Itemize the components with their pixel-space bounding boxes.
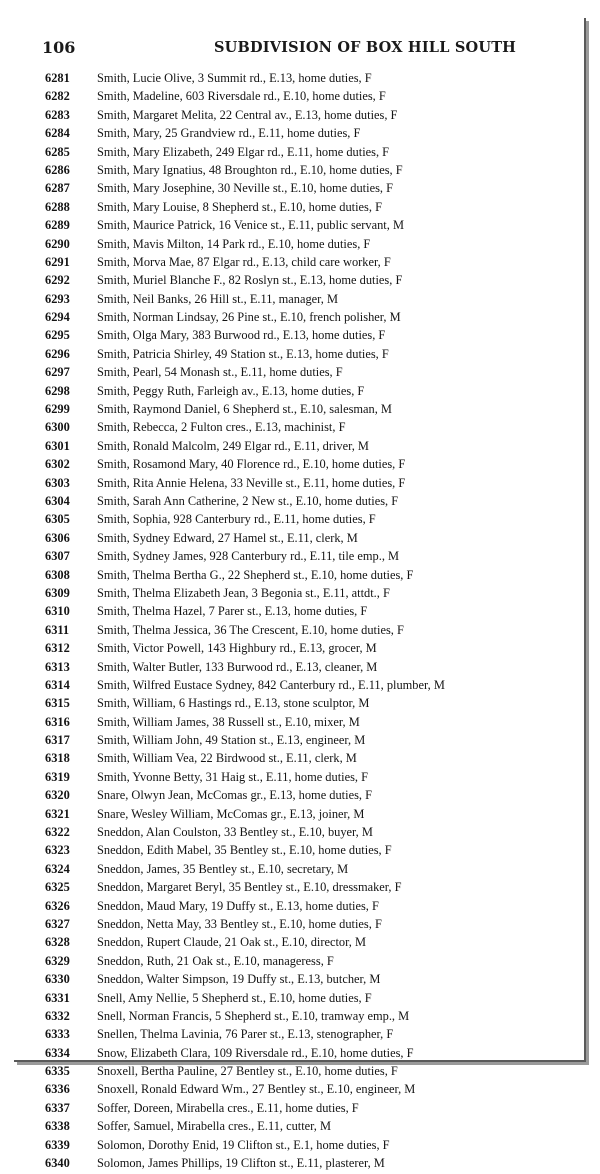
- entry-text: Smith, Mary Josephine, 30 Neville st., E.10, home duties, F: [97, 181, 393, 196]
- page-number: 106: [42, 38, 76, 57]
- entry-number: 6308: [45, 567, 70, 582]
- list-item: [14, 935, 584, 953]
- entry-text: Smith, William James, 38 Russell st., E.10, mixer, M: [97, 714, 360, 729]
- list-item: [14, 825, 584, 843]
- entry-number: 6313: [45, 659, 70, 674]
- entry-text: Sneddon, James, 35 Bentley st., E.10, secretary, M: [97, 861, 349, 876]
- entry-text: Smith, Muriel Blanche F., 82 Roslyn st., E.13, home duties, F: [97, 273, 403, 288]
- entry-text: Smith, Rita Annie Helena, 33 Neville st., E.11, home duties, F: [97, 475, 406, 490]
- entry-number: 6301: [45, 438, 70, 453]
- entry-text: Smith, Peggy Ruth, Farleigh av., E.13, home duties, F: [97, 383, 365, 398]
- entry-text: Sneddon, Rupert Claude, 21 Oak st., E.10, director, M: [97, 935, 366, 950]
- entry-number: 6299: [45, 402, 70, 417]
- entry-number: 6290: [45, 236, 70, 251]
- entry-number: 6297: [45, 365, 70, 380]
- list-item: [14, 292, 584, 310]
- entry-text: Smith, Neil Banks, 26 Hill st., E.11, manager, M: [97, 291, 338, 306]
- list-item: [14, 255, 584, 273]
- list-item: [14, 1101, 584, 1119]
- list-item: [14, 917, 584, 935]
- list-item: [14, 512, 584, 530]
- entry-number: 6325: [45, 880, 70, 895]
- entry-number: 6293: [45, 291, 70, 306]
- entry-number: 6283: [45, 107, 70, 122]
- list-item: [14, 494, 584, 512]
- entry-text: Soffer, Doreen, Mirabella cres., E.11, home duties, F: [97, 1100, 359, 1115]
- list-item: [14, 1156, 584, 1174]
- entry-text: Smith, Margaret Melita, 22 Central av., E.13, home duties, F: [97, 107, 398, 122]
- entry-text: Smith, Norman Lindsay, 26 Pine st., E.10, french polisher, M: [97, 310, 401, 325]
- entry-text: Smith, Thelma Bertha G., 22 Shepherd st., E.10, home duties, F: [97, 567, 414, 582]
- entry-number: 6315: [45, 696, 70, 711]
- entry-text: Smith, Rosamond Mary, 40 Florence rd., E.10, home duties, F: [97, 457, 406, 472]
- list-item: [14, 420, 584, 438]
- entry-text: Smith, Sydney James, 928 Canterbury rd., E.11, tile emp., M: [97, 549, 400, 564]
- entry-text: Smith, Madeline, 603 Riversdale rd., E.10, home duties, F: [97, 89, 386, 104]
- entry-text: Smith, Sarah Ann Catherine, 2 New st., E.10, home duties, F: [97, 493, 399, 508]
- entry-text: Smith, Pearl, 54 Monash st., E.11, home duties, F: [97, 365, 343, 380]
- entry-number: 6304: [45, 493, 70, 508]
- entry-text: Smith, Olga Mary, 383 Burwood rd., E.13, home duties, F: [97, 328, 386, 343]
- entry-text: Snare, Wesley William, McComas gr., E.13, joiner, M: [97, 806, 365, 821]
- entry-number: 6300: [45, 420, 70, 435]
- entry-number: 6310: [45, 604, 70, 619]
- entry-text: Solomon, Dorothy Enid, 19 Clifton st., E.1, home duties, F: [97, 1137, 390, 1152]
- entry-number: 6316: [45, 714, 70, 729]
- list-item: [14, 200, 584, 218]
- list-item: [14, 623, 584, 641]
- entry-text: Snellen, Thelma Lavinia, 76 Parer st., E.13, stenographer, F: [97, 1027, 394, 1042]
- list-item: [14, 181, 584, 199]
- entry-text: Smith, Thelma Jessica, 36 The Crescent, E.10, home duties, F: [97, 622, 404, 637]
- entry-number: 6287: [45, 181, 70, 196]
- list-item: [14, 954, 584, 972]
- entry-number: 6312: [45, 641, 70, 656]
- entry-text: Smith, Ronald Malcolm, 249 Elgar rd., E.11, driver, M: [97, 438, 369, 453]
- entry-number: 6285: [45, 144, 70, 159]
- entry-text: Smith, Sophia, 928 Canterbury rd., E.11, home duties, F: [97, 512, 376, 527]
- entry-number: 6306: [45, 530, 70, 545]
- list-item: [14, 126, 584, 144]
- entry-number: 6289: [45, 218, 70, 233]
- list-item: [14, 1082, 584, 1100]
- entry-text: Sneddon, Walter Simpson, 19 Duffy st., E.13, butcher, M: [97, 972, 381, 987]
- entry-text: Smith, Mary, 25 Grandview rd., E.11, home duties, F: [97, 126, 361, 141]
- entry-text: Smith, Mary Louise, 8 Shepherd st., E.10, home duties, F: [97, 199, 382, 214]
- entry-text: Smith, Yvonne Betty, 31 Haig st., E.11, home duties, F: [97, 769, 368, 784]
- entry-text: Smith, Maurice Patrick, 16 Venice st., E.11, public servant, M: [97, 218, 404, 233]
- entry-number: 6303: [45, 475, 70, 490]
- entry-number: 6327: [45, 916, 70, 931]
- list-item: [14, 843, 584, 861]
- entry-number: 6284: [45, 126, 70, 141]
- entry-text: Snow, Elizabeth Clara, 109 Riversdale rd., E.10, home duties, F: [97, 1045, 414, 1060]
- entry-text: Snoxell, Bertha Pauline, 27 Bentley st., E.10, home duties, F: [97, 1064, 398, 1079]
- entry-number: 6295: [45, 328, 70, 343]
- entry-number: 6298: [45, 383, 70, 398]
- list-item: [14, 696, 584, 714]
- list-item: [14, 604, 584, 622]
- entry-number: 6322: [45, 825, 70, 840]
- list-item: [14, 1138, 584, 1156]
- entry-number: 6307: [45, 549, 70, 564]
- entry-number: 6320: [45, 788, 70, 803]
- entry-text: Smith, Mary Elizabeth, 249 Elgar rd., E.11, home duties, F: [97, 144, 390, 159]
- entry-number: 6338: [45, 1119, 70, 1134]
- list-item: [14, 733, 584, 751]
- entry-number: 6340: [45, 1156, 70, 1171]
- entry-text: Soffer, Samuel, Mirabella cres., E.11, cutter, M: [97, 1119, 332, 1134]
- entry-text: Sneddon, Alan Coulston, 33 Bentley st., E.10, buyer, M: [97, 825, 373, 840]
- entry-text: Smith, Mavis Milton, 14 Park rd., E.10, home duties, F: [97, 236, 371, 251]
- list-item: [14, 384, 584, 402]
- entry-number: 6335: [45, 1064, 70, 1079]
- list-item: [14, 678, 584, 696]
- entry-text: Smith, Sydney Edward, 27 Hamel st., E.11, clerk, M: [97, 530, 358, 545]
- list-item: [14, 641, 584, 659]
- list-item: [14, 549, 584, 567]
- list-item: [14, 365, 584, 383]
- list-item: [14, 1009, 584, 1027]
- entry-number: 6332: [45, 1008, 70, 1023]
- list-item: [14, 476, 584, 494]
- entry-number: 6334: [45, 1045, 70, 1060]
- list-item: [14, 586, 584, 604]
- entry-text: Smith, Walter Butler, 133 Burwood rd., E.13, cleaner, M: [97, 659, 378, 674]
- entry-number: 6317: [45, 733, 70, 748]
- list-item: [14, 328, 584, 346]
- entry-number: 6288: [45, 199, 70, 214]
- entry-number: 6296: [45, 346, 70, 361]
- list-item: [14, 1064, 584, 1082]
- entry-number: 6319: [45, 769, 70, 784]
- entry-number: 6337: [45, 1100, 70, 1115]
- entry-number: 6302: [45, 457, 70, 472]
- elector-list: [14, 71, 584, 1174]
- list-item: [14, 402, 584, 420]
- entry-text: Snare, Olwyn Jean, McComas gr., E.13, home duties, F: [97, 788, 372, 803]
- list-item: [14, 899, 584, 917]
- list-item: [14, 991, 584, 1009]
- entry-text: Smith, Victor Powell, 143 Highbury rd., E.13, grocer, M: [97, 641, 377, 656]
- entry-text: Sneddon, Margaret Beryl, 35 Bentley st., E.10, dressmaker, F: [97, 880, 402, 895]
- list-item: [14, 715, 584, 733]
- entry-text: Sneddon, Edith Mabel, 35 Bentley st., E.10, home duties, F: [97, 843, 392, 858]
- entry-text: Sneddon, Ruth, 21 Oak st., E.10, manageress, F: [97, 953, 334, 968]
- entry-number: 6311: [45, 622, 70, 637]
- list-item: [14, 71, 584, 89]
- entry-text: Snell, Amy Nellie, 5 Shepherd st., E.10, home duties, F: [97, 990, 372, 1005]
- entry-text: Smith, Thelma Hazel, 7 Parer st., E.13, home duties, F: [97, 604, 368, 619]
- entry-number: 6292: [45, 273, 70, 288]
- entry-text: Sneddon, Netta May, 33 Bentley st., E.10, home duties, F: [97, 916, 382, 931]
- list-item: [14, 218, 584, 236]
- entry-text: Smith, Lucie Olive, 3 Summit rd., E.13, home duties, F: [97, 71, 372, 85]
- list-item: [14, 439, 584, 457]
- entry-text: Sneddon, Maud Mary, 19 Duffy st., E.13, home duties, F: [97, 898, 379, 913]
- entry-number: 6318: [45, 751, 70, 766]
- list-item: [14, 972, 584, 990]
- list-item: [14, 660, 584, 678]
- entry-text: Smith, William, 6 Hastings rd., E.13, stone sculptor, M: [97, 696, 370, 711]
- entry-number: 6326: [45, 898, 70, 913]
- entry-number: 6286: [45, 162, 70, 177]
- entry-number: 6305: [45, 512, 70, 527]
- list-item: [14, 347, 584, 365]
- list-item: [14, 1046, 584, 1064]
- entry-number: 6333: [45, 1027, 70, 1042]
- entry-number: 6330: [45, 972, 70, 987]
- list-item: [14, 310, 584, 328]
- entry-number: 6329: [45, 953, 70, 968]
- page-header: [14, 38, 584, 60]
- entry-text: Smith, Morva Mae, 87 Elgar rd., E.13, child care worker, F: [97, 254, 391, 269]
- entry-number: 6282: [45, 89, 70, 104]
- entry-number: 6328: [45, 935, 70, 950]
- list-item: [14, 1027, 584, 1045]
- list-item: [14, 1119, 584, 1137]
- entry-text: Smith, William Vea, 22 Birdwood st., E.11, clerk, M: [97, 751, 357, 766]
- entry-text: Smith, Thelma Elizabeth Jean, 3 Begonia st., E.11, attdt., F: [97, 585, 390, 600]
- list-item: [14, 862, 584, 880]
- list-item: [14, 108, 584, 126]
- entry-number: 6314: [45, 677, 70, 692]
- entry-text: Smith, Patricia Shirley, 49 Station st., E.13, home duties, F: [97, 346, 389, 361]
- entry-text: Snell, Norman Francis, 5 Shepherd st., E.10, tramway emp., M: [97, 1008, 410, 1023]
- list-item: [14, 457, 584, 475]
- entry-number: 6294: [45, 310, 70, 325]
- entry-text: Smith, William John, 49 Station st., E.13, engineer, M: [97, 733, 366, 748]
- entry-number: 6281: [45, 71, 70, 85]
- entry-number: 6324: [45, 861, 70, 876]
- list-item: [14, 273, 584, 291]
- list-item: [14, 237, 584, 255]
- entry-number: 6323: [45, 843, 70, 858]
- entry-text: Smith, Wilfred Eustace Sydney, 842 Canterbury rd., E.11, plumber, M: [97, 677, 445, 692]
- list-item: [14, 568, 584, 586]
- list-item: [14, 89, 584, 107]
- entry-number: 6321: [45, 806, 70, 821]
- list-item: [14, 531, 584, 549]
- entry-number: 6309: [45, 585, 70, 600]
- list-item: [14, 163, 584, 181]
- entry-number: 6336: [45, 1082, 70, 1097]
- entry-number: 6291: [45, 254, 70, 269]
- entry-number: 6331: [45, 990, 70, 1005]
- entry-text: Solomon, James Phillips, 19 Clifton st., E.11, plasterer, M: [97, 1156, 385, 1171]
- register-page: [14, 18, 586, 1171]
- entry-text: Smith, Raymond Daniel, 6 Shepherd st., E.10, salesman, M: [97, 402, 392, 417]
- list-item: [14, 788, 584, 806]
- entry-text: Snoxell, Ronald Edward Wm., 27 Bentley st., E.10, engineer, M: [97, 1082, 416, 1097]
- page-title: SUBDIVISION OF BOX HILL SOUTH: [214, 39, 517, 56]
- entry-text: Smith, Rebecca, 2 Fulton cres., E.13, machinist, F: [97, 420, 346, 435]
- entry-text: Smith, Mary Ignatius, 48 Broughton rd., E.10, home duties, F: [97, 162, 403, 177]
- list-item: [14, 770, 584, 788]
- list-item: [14, 807, 584, 825]
- list-item: [14, 880, 584, 898]
- list-item: [14, 145, 584, 163]
- list-item: [14, 751, 584, 769]
- entry-number: 6339: [45, 1137, 70, 1152]
